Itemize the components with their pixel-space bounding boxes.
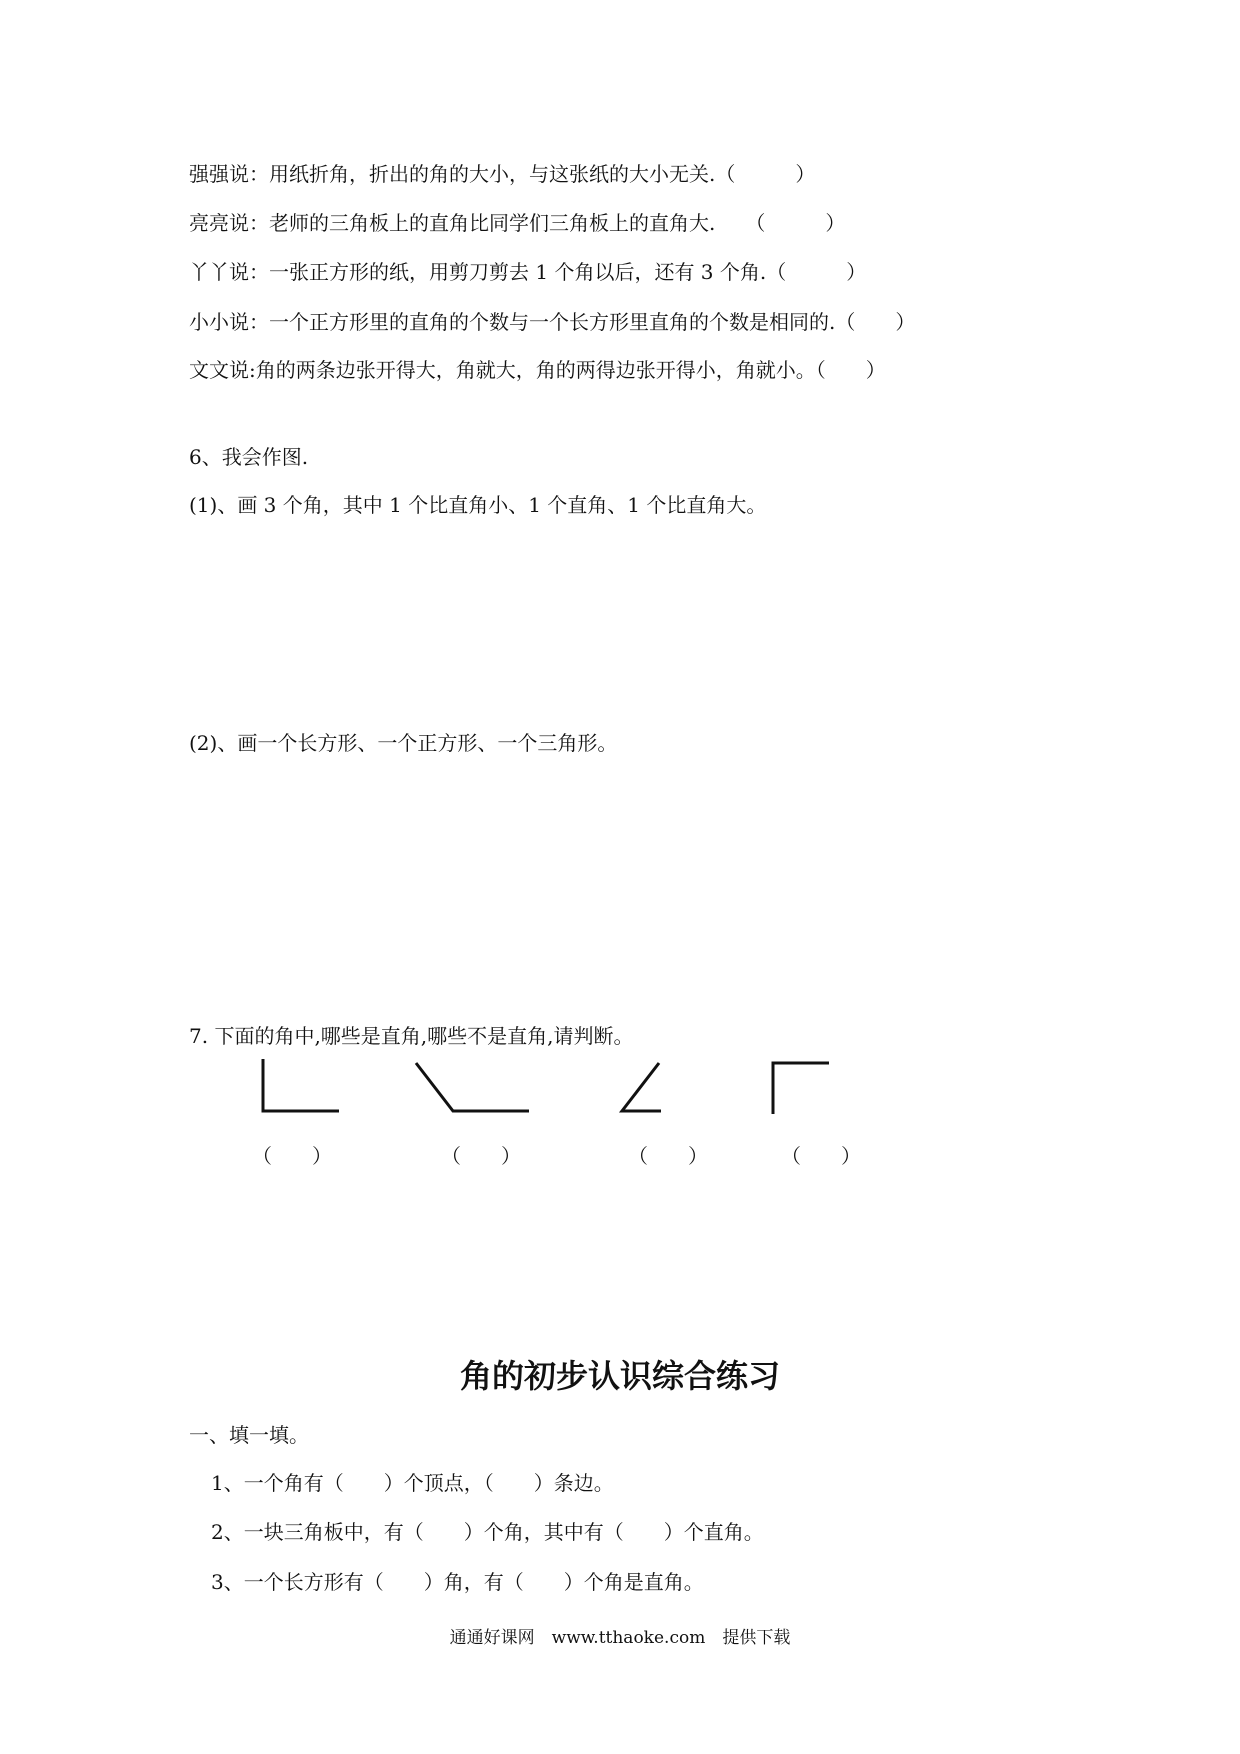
answer-blank-4[interactable]: （ ） (781, 1144, 861, 1168)
angle-figure-1 (263, 1059, 339, 1111)
statement-wenwen: 文文说:角的两条边张开得大，角就大，角的两得边张开得小，角就小。（ ） (189, 358, 886, 382)
fill-item-1: 1、一个角有（ ）个顶点，（ ）条边。 (211, 1471, 614, 1495)
question-7-heading: 7. 下面的角中,哪些是直角,哪些不是直角,请判断。 (189, 1024, 634, 1048)
answer-blank-2[interactable]: （ ） (441, 1144, 521, 1168)
fill-section-heading: 一、填一填。 (189, 1423, 309, 1447)
question-6-part-1: (1)、画 3 个角，其中 1 个比直角小、1 个直角、1 个比直角大。 (189, 493, 767, 517)
statement-yaya: 丫丫说：一张正方形的纸，用剪刀剪去 1 个角以后，还有 3 个角.（ ） (189, 260, 867, 284)
footer-credit: 通通好课网 www.tthaoke.com 提供下载 (449, 1628, 791, 1648)
answer-blank-1[interactable]: （ ） (252, 1144, 332, 1168)
fill-item-2: 2、一块三角板中，有（ ）个角，其中有（ ）个直角。 (211, 1520, 764, 1544)
angle-figure-4 (773, 1063, 829, 1114)
answer-blank-3[interactable]: （ ） (628, 1144, 708, 1168)
section-title: 角的初步认识综合练习 (459, 1357, 780, 1395)
question-6-part-2: (2)、画一个长方形、一个正方形、一个三角形。 (189, 731, 618, 755)
statement-xiaoxiao: 小小说：一个正方形里的直角的个数与一个长方形里直角的个数是相同的.（ ） (189, 310, 916, 334)
question-6-heading: 6、我会作图. (189, 445, 309, 469)
angle-figure-3 (622, 1063, 661, 1111)
statement-liangliang: 亮亮说：老师的三角板上的直角比同学们三角板上的直角大. （ ） (189, 211, 846, 235)
fill-item-3: 3、一个长方形有（ ）角，有（ ）个角是直角。 (211, 1570, 704, 1594)
statement-qiangqiang: 强强说：用纸折角，折出的角的大小，与这张纸的大小无关.（ ） (189, 162, 816, 186)
angle-figure-2 (416, 1063, 529, 1111)
